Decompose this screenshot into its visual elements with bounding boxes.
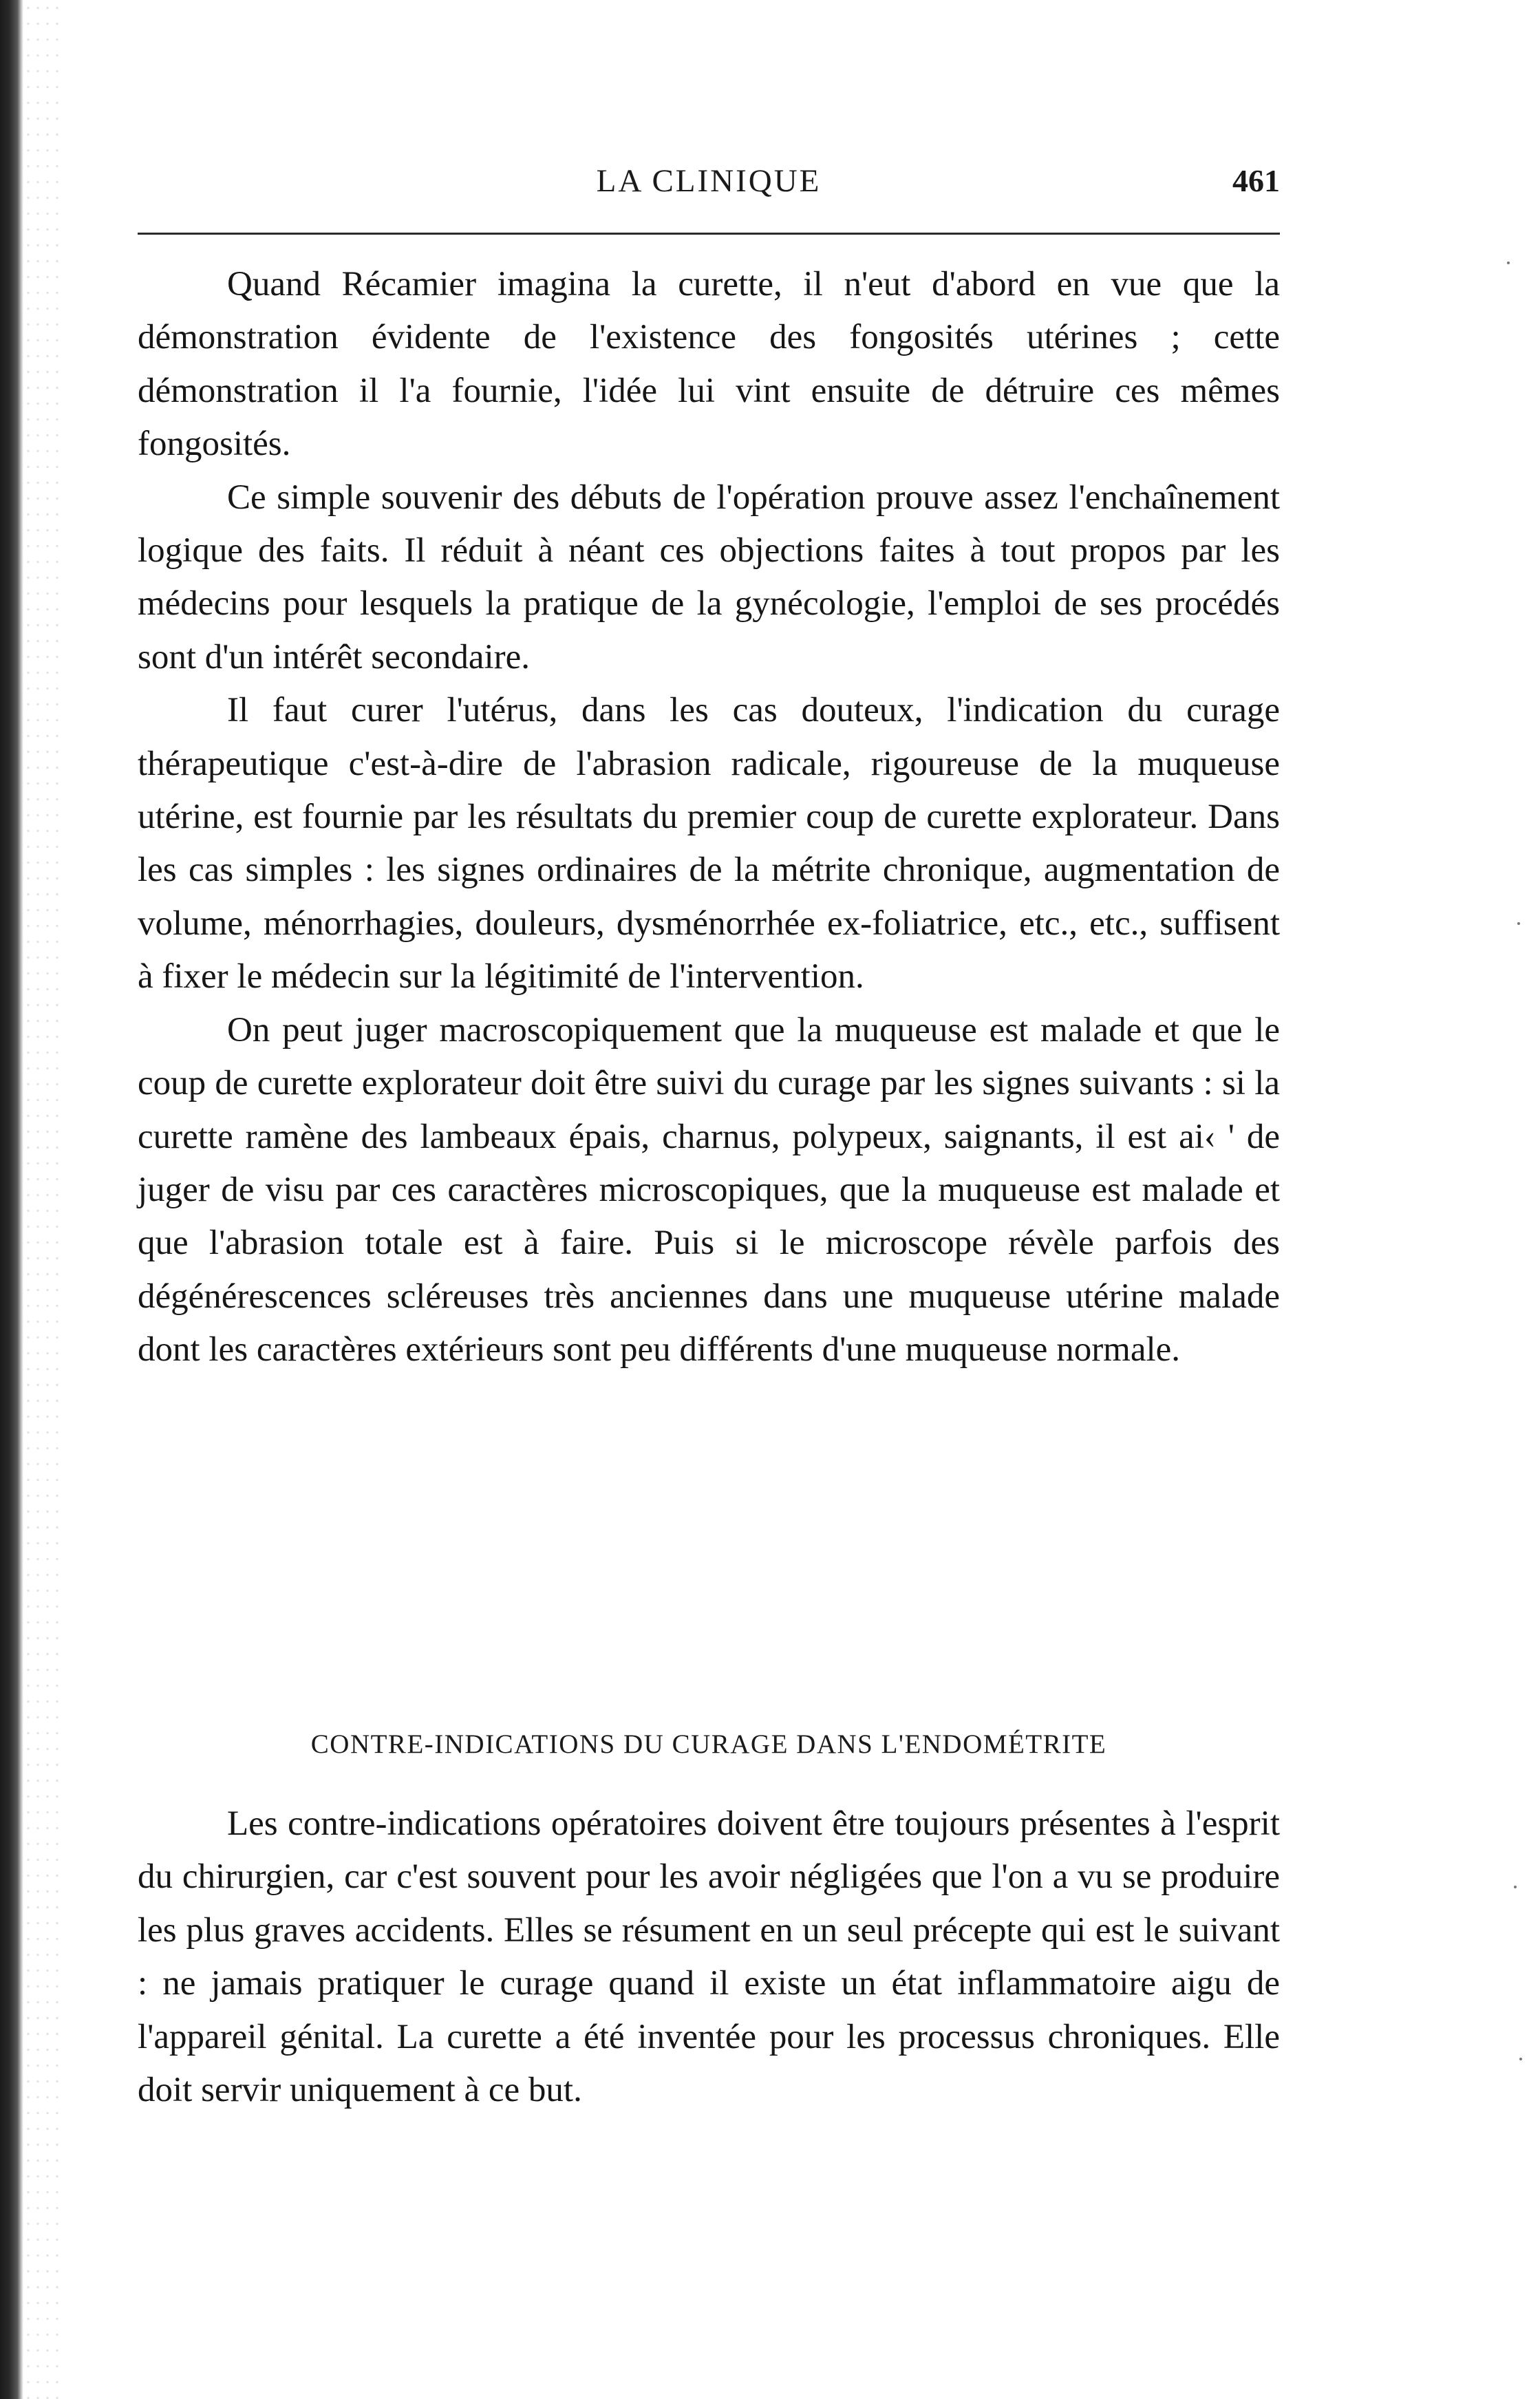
margin-speck (1507, 262, 1510, 264)
paragraph: Quand Récamier imagina la curette, il n'eut d'abord en vue que la démonstration évidente de l'existence des fongosités utérines ; cette démonstration il l'a fournie, l'idée lui vint ensuite de détruire ces mêmes fongosités. (138, 265, 1280, 464)
page-number: 461 (1232, 163, 1280, 198)
margin-speck (1519, 2058, 1522, 2060)
section-heading: CONTRE-INDICATIONS DU CURAGE DANS L'ENDOMÉTRITE (310, 1729, 1107, 1759)
main-text (138, 258, 1280, 1377)
paragraph: Il faut curer l'utérus, dans les cas douteux, l'indication du curage thérapeutique c'est-à-dire de l'abrasion radicale, rigoureuse de la muqueuse utérine, est fournie par les résultats du premier coup de curette explorateur. Dans les cas simples : les signes ordinaires de la métrite chronique, augmentation de volume, ménorrhagies, douleurs, dysménorrhée ex-foliatrice, etc., etc., suffisent à fixer le médecin sur la légitimité de l'intervention. (138, 691, 1280, 996)
page-binding-edge (0, 0, 23, 2399)
paragraph: On peut juger macroscopiquement que la muqueuse est malade et que le coup de curette explorateur doit être suivi du curage par les signes suivants : si la curette ramène des lambeaux épais, charnus, polypeux, saignants, il est ai‹ ' de juger de visu par ces caractères microscopiques, que la muqueuse est malade et que l'abrasion totale est à faire. Puis si le microscope révèle parfois des dégénérescences scléreuses très anciennes dans une muqueuse utérine malade dont les caractères extérieurs sont peu différents d'une muqueuse normale. (138, 1010, 1280, 1369)
page-edge-speckle (23, 0, 65, 2399)
paragraph: Les contre-indications opératoires doivent être toujours présentes à l'esprit du chirurgien, car c'est souvent pour les avoir négligées que l'on a vu se produire les plus graves accidents. Elles se résument en un seul précepte qui est le suivant : ne jamais pratiquer le curage quand il existe un état inflammatoire aigu de l'appareil génital. La curette a été inventée pour les processus chroniques. Elle doit servir uniquement à ce but. (138, 1804, 1280, 2110)
header-rule (138, 233, 1280, 235)
section-text (138, 1798, 1280, 2117)
margin-speck (1517, 922, 1520, 925)
margin-speck (1514, 1886, 1517, 1888)
page-header (138, 162, 1280, 217)
paragraph: Ce simple souvenir des débuts de l'opération prouve assez l'enchaînement logique des faits. Il réduit à néant ces objections faites à tout propos par les médecins pour lesquels la pratique de la gynécologie, l'emploi de ses procédés sont d'un intérêt secondaire. (138, 478, 1280, 676)
running-title: LA CLINIQUE (596, 163, 822, 199)
